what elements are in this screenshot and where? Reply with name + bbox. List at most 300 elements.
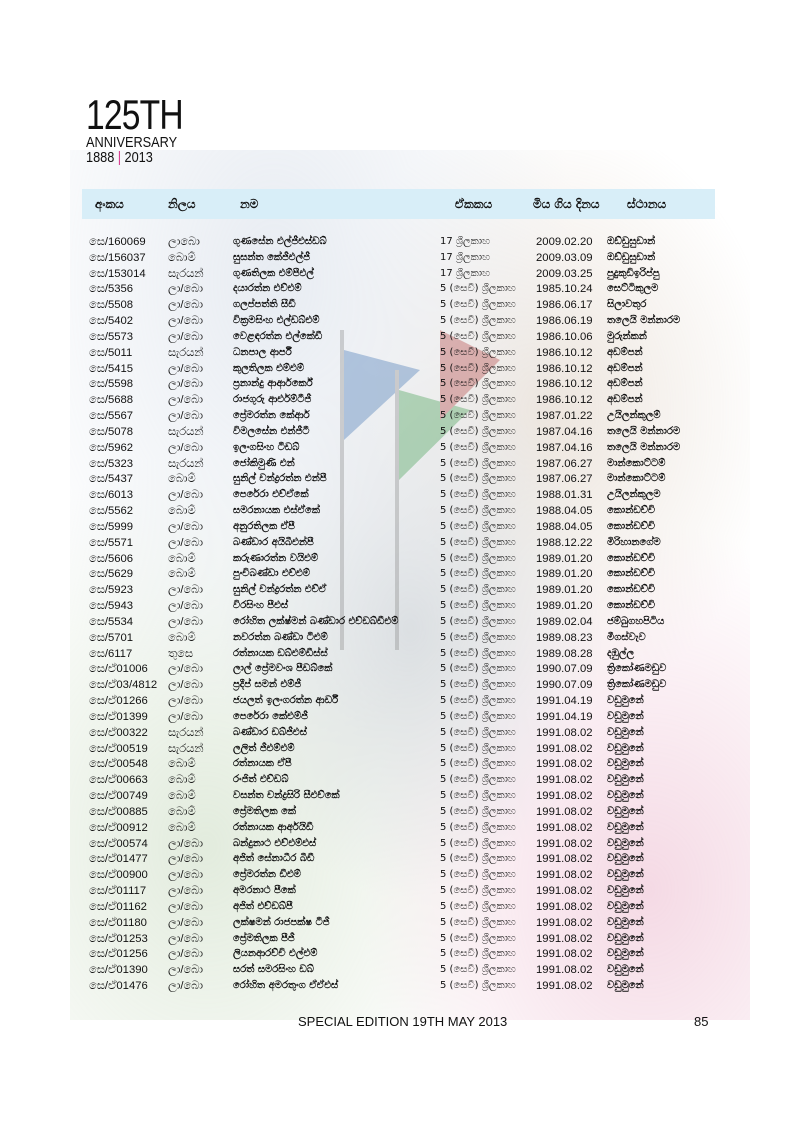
- table-row: [0, 661, 800, 677]
- cell-rank: බොම්: [168, 790, 196, 803]
- cell-name: සුනිල් චන්ද්‍රරත්න එන්පී: [233, 473, 327, 485]
- cell-number: සෙ/5534: [89, 615, 134, 628]
- table-row: [0, 851, 800, 867]
- cell-place: වඩුමුනේ: [607, 742, 644, 754]
- cell-name: සුසන්ත කේජීඑල්ජී: [233, 251, 310, 263]
- table-row: [0, 630, 800, 646]
- table-row: [0, 345, 800, 361]
- cell-unit: 5 (සෙවී) ශ්‍රීලකාහ: [440, 362, 516, 374]
- cell-place: මිරිහානගේම: [607, 536, 661, 548]
- cell-name: ප්‍රනාන්දු ආර්ආර්කේ: [233, 378, 313, 390]
- cell-place: දඹුල්ල: [607, 647, 635, 659]
- anniversary-logo: [86, 91, 226, 166]
- cell-unit: 5 (සෙවී) ශ්‍රීලකාහ: [440, 774, 516, 786]
- cell-place: වඩුමුනේ: [607, 695, 644, 707]
- table-row: [0, 804, 800, 820]
- table-row: [0, 915, 800, 931]
- cell-name: වසන්ත චන්ද්‍රසිරි සීඑච්කේ: [233, 790, 340, 802]
- cell-number: සෙ/5508: [89, 299, 134, 312]
- cell-rank: බොම්: [168, 251, 196, 264]
- cell-number: සෙ/ඒ00548: [89, 758, 148, 771]
- header-place: ස්ථානය: [627, 197, 667, 211]
- cell-name: සරත් සමරසිංහ ඩබ්: [233, 964, 314, 976]
- cell-rank: ලා/බො: [168, 489, 203, 502]
- cell-date: 1991.08.02: [536, 964, 593, 977]
- cell-number: සෙ/ඒ01390: [89, 964, 148, 977]
- cell-number: සෙ/5629: [89, 568, 134, 581]
- table-row: [0, 297, 800, 313]
- cell-place: සෙට්ටිකුලම: [607, 283, 659, 295]
- cell-number: සෙ/5011: [89, 346, 133, 359]
- table-row: [0, 788, 800, 804]
- cell-date: 1989.01.20: [536, 552, 593, 565]
- cell-unit: 5 (සෙවී) ශ්‍රීලකාහ: [440, 710, 516, 722]
- cell-number: සෙ/ඒ00663: [89, 774, 148, 787]
- cell-name: රත්නායක ඩබ්එම්ඩීස්ස්: [233, 647, 328, 659]
- cell-rank: සැරයන්: [168, 726, 204, 739]
- cell-rank: ලා/බො: [168, 315, 203, 328]
- cell-name: විරසිංහ පීඑස්: [233, 600, 289, 612]
- cell-date: 1991.08.02: [536, 758, 593, 771]
- cell-number: සෙ/ඒ03/4812: [89, 679, 158, 692]
- cell-date: 1989.01.20: [536, 600, 593, 613]
- cell-rank: ලා/බො: [168, 362, 203, 375]
- cell-name: ලක්ෂමන් රාජපක්ෂ ටීජී: [233, 916, 330, 928]
- table-row: [0, 677, 800, 693]
- cell-place: අඩම්පන්: [607, 378, 643, 390]
- cell-unit: 5 (සෙවී) ශ්‍රීලකාහ: [440, 916, 516, 928]
- cell-name: රත්නායක ආර්අයිඩී: [233, 821, 314, 833]
- cell-rank: ලා/බො: [168, 536, 203, 549]
- cell-number: සෙ/ඒ01266: [89, 695, 148, 708]
- cell-date: 1989.01.20: [536, 568, 593, 581]
- cell-number: සෙ/6117: [89, 647, 133, 660]
- cell-date: 1987.04.16: [536, 425, 593, 438]
- cell-date: 1987.04.16: [536, 441, 593, 454]
- cell-place: වඩුමුනේ: [607, 980, 644, 991]
- cell-unit: 5 (සෙවී) ශ්‍රීලකාහ: [440, 948, 516, 960]
- table-row: [0, 598, 800, 614]
- cell-unit: 5 (සෙවී) ශ්‍රීලකාහ: [440, 473, 516, 485]
- table-row: [0, 836, 800, 852]
- cell-date: 1988.01.31: [536, 489, 593, 502]
- cell-rank: ලා/බො: [168, 853, 203, 866]
- cell-rank: ලා/බො: [168, 964, 203, 977]
- cell-date: 1985.10.24: [536, 283, 593, 296]
- cell-date: 1989.08.23: [536, 631, 593, 644]
- cell-rank: බොම්: [168, 552, 196, 565]
- cell-place: වඩුමුනේ: [607, 710, 644, 722]
- cell-number: සෙ/153014: [89, 267, 146, 280]
- cell-unit: 5 (සෙවී) ශ්‍රීලකාහ: [440, 505, 516, 517]
- cell-name: ඉලංගසිංහ ටීඩබ්: [233, 441, 300, 453]
- cell-place: වඩුමුනේ: [607, 916, 644, 928]
- cell-date: 1986.06.19: [536, 315, 593, 328]
- cell-name: අජිත් එච්ඩබ්පී: [233, 900, 293, 912]
- cell-unit: 5 (සෙවී) ශ්‍රීලකාහ: [440, 869, 516, 881]
- cell-unit: 5 (සෙවී) ශ්‍රීලකාහ: [440, 758, 516, 770]
- footer-page-number: 85: [694, 1014, 709, 1029]
- cell-number: සෙ/5567: [89, 410, 134, 423]
- cell-name: ජයලත් ඉලංගරත්න ආර්ඩී: [233, 695, 339, 707]
- cell-name: රෝහිත අමරතුංග ඒඒඑස්: [233, 980, 339, 991]
- cell-place: වඩුමුනේ: [607, 964, 644, 976]
- header-rank: නිලය: [168, 197, 196, 211]
- cell-unit: 5 (සෙවී) ශ්‍රීලකාහ: [440, 584, 516, 596]
- table-row: [0, 962, 800, 978]
- cell-place: වඩුමුනේ: [607, 805, 644, 817]
- table-row: [0, 313, 800, 329]
- cell-name: රාජගුරු ආර්එම්ටීජී: [233, 394, 312, 406]
- cell-rank: සැරයන්: [168, 346, 204, 359]
- cell-unit: 5 (සෙවී) ශ්‍රීලකාහ: [440, 346, 516, 358]
- cell-place: මුරුන්කන්: [607, 330, 647, 342]
- cell-name: බණ්ඩාර අයිබීඑන්පී: [233, 536, 314, 548]
- cell-rank: බොම්: [168, 631, 196, 644]
- cell-date: 2009.03.09: [536, 251, 593, 264]
- table-row: [0, 234, 800, 250]
- table-row: [0, 503, 800, 519]
- cell-number: සෙ/5078: [89, 425, 134, 438]
- cell-date: 1986.10.12: [536, 362, 593, 375]
- table-row: [0, 646, 800, 662]
- logo-years: [86, 150, 205, 166]
- cell-number: සෙ/5923: [89, 584, 134, 597]
- cell-rank: බොම්: [168, 758, 196, 771]
- cell-place: වඩුමුනේ: [607, 837, 644, 849]
- cell-name: ජෝකිමුණි එන්: [233, 457, 295, 469]
- cell-unit: 17 ශ්‍රීලකාහ: [440, 251, 490, 263]
- cell-place: කොන්ඩච්චි: [607, 505, 656, 517]
- table-row: [0, 709, 800, 725]
- cell-unit: 5 (සෙවී) ශ්‍රීලකාහ: [440, 457, 516, 469]
- cell-name: විමලසේන එන්ජීටී: [233, 425, 310, 437]
- table-row: [0, 756, 800, 772]
- cell-date: 1988.04.05: [536, 505, 593, 518]
- cell-place: උයිලන්කුලම: [607, 489, 661, 501]
- table-row: [0, 376, 800, 392]
- cell-unit: 5 (සෙවී) ශ්‍රීලකාහ: [440, 615, 516, 627]
- cell-name: ලියනආරච්චි එල්එම්: [233, 948, 318, 960]
- table-row: [0, 582, 800, 598]
- cell-unit: 5 (සෙවී) ශ්‍රීලකාහ: [440, 932, 516, 944]
- cell-rank: ලා/බො: [168, 441, 203, 454]
- cell-place: අඩම්පන්: [607, 346, 643, 358]
- cell-date: 1986.10.12: [536, 346, 593, 359]
- cell-unit: 17 ශ්‍රීලකාහ: [440, 236, 490, 247]
- cell-number: සෙ/5999: [89, 520, 134, 533]
- table-row: [0, 566, 800, 582]
- header-unit: ඒකකය: [455, 197, 493, 211]
- cell-unit: 5 (සෙවී) ශ්‍රීලකාහ: [440, 647, 516, 659]
- cell-name: ගලප්පත්ති සීඩී: [233, 299, 296, 311]
- cell-unit: 5 (සෙවී) ශ්‍රීලකාහ: [440, 837, 516, 849]
- cell-date: 1991.08.02: [536, 885, 593, 898]
- cell-date: 1991.08.02: [536, 900, 593, 913]
- cell-number: සෙ/5606: [89, 552, 134, 565]
- cell-unit: 5 (සෙවී) ශ්‍රීලකාහ: [440, 520, 516, 532]
- cell-rank: ලා/බො: [168, 710, 203, 723]
- cell-unit: 5 (සෙවී) ශ්‍රීලකාහ: [440, 742, 516, 754]
- cell-date: 1991.08.02: [536, 853, 593, 866]
- cell-rank: ලා/බො: [168, 330, 203, 343]
- cell-rank: ලා/බො: [168, 520, 203, 533]
- cell-date: 1986.06.17: [536, 299, 593, 312]
- cell-rank: ලා/බො: [168, 885, 203, 898]
- cell-place: ඔඩ්ඩුසුඩාන්: [607, 251, 656, 263]
- table-row: [0, 329, 800, 345]
- cell-number: සෙ/ඒ01117: [89, 885, 147, 898]
- cell-place: ත්‍රිකෝණමඩුව: [607, 663, 667, 675]
- cell-unit: 5 (සෙවී) ශ්‍රීලකාහ: [440, 378, 516, 390]
- cell-place: කොන්ඩච්චි: [607, 584, 656, 596]
- cell-rank: ලා/බො: [168, 378, 203, 391]
- cell-name: ගුණතිලක එම්පීඑල්: [233, 267, 314, 279]
- table-row: [0, 693, 800, 709]
- table-row: [0, 551, 800, 567]
- cell-number: සෙ/5323: [89, 457, 134, 470]
- cell-date: 1988.12.22: [536, 536, 593, 549]
- cell-name: සමරනායක එස්ඒකේ: [233, 505, 320, 517]
- cell-name: රෝහිත ලක්ෂ්මන් බණ්ඩාර එච්ඩබ්ඩීඑම්: [233, 615, 399, 627]
- cell-date: 1988.04.05: [536, 520, 593, 533]
- cell-unit: 5 (සෙවී) ශ්‍රීලකාහ: [440, 726, 516, 738]
- table-row: [0, 424, 800, 440]
- table-row: [0, 361, 800, 377]
- cell-date: 1991.08.02: [536, 774, 593, 787]
- cell-number: සෙ/ඒ01006: [89, 663, 148, 676]
- cell-name: බන්දුනාථ එච්එම්එස්: [233, 837, 317, 849]
- table-row: [0, 456, 800, 472]
- cell-unit: 5 (සෙවී) ශ්‍රීලකාහ: [440, 885, 516, 897]
- cell-unit: 5 (සෙවී) ශ්‍රීලකාහ: [440, 299, 516, 311]
- table-row: [0, 535, 800, 551]
- table-row: [0, 772, 800, 788]
- cell-number: සෙ/156037: [89, 251, 146, 264]
- cell-place: මාන්කොට්ටම්: [607, 457, 666, 469]
- cell-rank: සැරයන්: [168, 457, 204, 470]
- cell-number: සෙ/ඒ00885: [89, 805, 148, 818]
- cell-rank: ලා/බො: [168, 584, 203, 597]
- header-name: නම: [240, 197, 259, 211]
- cell-unit: 5 (සෙවී) ශ්‍රීලකාහ: [440, 964, 516, 976]
- cell-number: සෙ/5962: [89, 441, 134, 454]
- cell-place: කොන්ඩච්චි: [607, 568, 656, 580]
- logo-year-start: 1888: [86, 149, 115, 166]
- table-row: [0, 408, 800, 424]
- cell-rank: ලා/බො: [168, 916, 203, 929]
- cell-date: 1991.08.02: [536, 948, 593, 961]
- cell-number: සෙ/ඒ00574: [89, 837, 148, 850]
- cell-date: 2009.03.25: [536, 267, 593, 280]
- cell-place: පුදුකුඩිඉරිප්පු: [607, 267, 660, 279]
- cell-name: සුනිල් චන්ද්‍රරත්න එච්ඒ: [233, 584, 327, 596]
- cell-place: වඩුමුනේ: [607, 774, 644, 786]
- table-row: [0, 250, 800, 266]
- cell-place: අඩම්පන්: [607, 394, 643, 406]
- cell-name: රත්නායක ඒපී: [233, 758, 292, 770]
- cell-place: ඔඩ්ඩුසුඩාන්: [607, 236, 656, 247]
- cell-number: සෙ/ඒ01256: [89, 948, 148, 961]
- cell-rank: ලා/බො: [168, 900, 203, 913]
- cell-unit: 5 (සෙවී) ශ්‍රීලකාහ: [440, 679, 516, 691]
- cell-place: කොන්ඩච්චි: [607, 552, 656, 564]
- cell-name: කුලතිලක එම්එම්: [233, 362, 305, 374]
- cell-rank: සැරයන්: [168, 742, 204, 755]
- header-date-of-death: මිය ගිය දිනය: [533, 197, 600, 211]
- cell-name: බණ්ඩාර ඩබ්ජීඑස්: [233, 726, 307, 738]
- cell-name: පෙරේරා එච්ඒකේ: [233, 489, 309, 501]
- table-row: [0, 487, 800, 503]
- cell-rank: ලා/බො: [168, 663, 203, 676]
- table-row: [0, 741, 800, 757]
- cell-unit: 5 (සෙවී) ශ්‍රීලකාහ: [440, 441, 516, 453]
- cell-place: කොන්ඩච්චි: [607, 520, 656, 532]
- cell-name: ගුණසේන එල්ජීඑස්ඩබ්: [233, 236, 327, 247]
- cell-unit: 5 (සෙවී) ශ්‍රීලකාහ: [440, 552, 516, 564]
- cell-unit: 5 (සෙවී) ශ්‍රීලකාහ: [440, 631, 516, 643]
- cell-unit: 5 (සෙවී) ශ්‍රීලකාහ: [440, 805, 516, 817]
- cell-date: 1986.10.06: [536, 330, 593, 343]
- cell-date: 1989.01.20: [536, 584, 593, 597]
- cell-name: පුංචිබණ්ඩා එච්එම්: [233, 568, 310, 580]
- cell-number: සෙ/5562: [89, 505, 134, 518]
- cell-rank: බොම්: [168, 505, 196, 518]
- cell-rank: ලා/බො: [168, 299, 203, 312]
- cell-place: මීගස්වැව: [607, 631, 646, 643]
- cell-name: ප්‍රේමතිලක පීජී: [233, 932, 295, 944]
- cell-place: කොන්ඩච්චි: [607, 600, 656, 612]
- cell-name: කරුණාරත්න වයිඑම්: [233, 552, 319, 564]
- cell-unit: 5 (සෙවී) ශ්‍රීලකාහ: [440, 536, 516, 548]
- cell-rank: බොම්: [168, 774, 196, 787]
- cell-rank: බොම්: [168, 805, 196, 818]
- cell-date: 1991.08.02: [536, 790, 593, 803]
- cell-rank: බොම්: [168, 568, 196, 581]
- table-row: [0, 519, 800, 535]
- cell-unit: 5 (සෙවී) ශ්‍රීලකාහ: [440, 821, 516, 833]
- table-row: [0, 931, 800, 947]
- logo-year-end: 2013: [124, 149, 153, 166]
- table-row: [0, 883, 800, 899]
- cell-unit: 5 (සෙවී) ශ්‍රීලකාහ: [440, 663, 516, 675]
- cell-unit: 5 (සෙවී) ශ්‍රීලකාහ: [440, 394, 516, 406]
- cell-unit: 5 (සෙවී) ශ්‍රීලකාහ: [440, 489, 516, 501]
- cell-rank: බොම්: [168, 821, 196, 834]
- cell-number: සෙ/ඒ00519: [89, 742, 148, 755]
- cell-date: 1987.06.27: [536, 473, 593, 486]
- cell-place: සිලාවතුර: [607, 299, 647, 311]
- table-row: [0, 281, 800, 297]
- cell-name: ප්‍රදීප් සමන් එම්ජී: [233, 679, 302, 691]
- cell-date: 1991.08.02: [536, 837, 593, 850]
- cell-place: අඩම්පන්: [607, 362, 643, 374]
- cell-rank: ලා/බො: [168, 679, 203, 692]
- cell-number: සෙ/ඒ00900: [89, 869, 148, 882]
- cell-date: 1991.08.02: [536, 742, 593, 755]
- cell-place: වඩුමුනේ: [607, 948, 644, 960]
- cell-number: සෙ/ඒ01253: [89, 932, 148, 945]
- cell-number: සෙ/ඒ01476: [89, 980, 148, 992]
- logo-year-separator: |: [117, 149, 122, 166]
- cell-unit: 5 (සෙවී) ශ්‍රීලකාහ: [440, 695, 516, 707]
- table-row: [0, 725, 800, 741]
- cell-name: දයාරත්න එච්එම්: [233, 283, 302, 295]
- cell-number: සෙ/ඒ01162: [89, 900, 147, 913]
- cell-rank: සැරයන්: [168, 267, 204, 280]
- cell-number: සෙ/ඒ00322: [89, 726, 148, 739]
- cell-rank: ලා/බො: [168, 980, 203, 992]
- cell-number: සෙ/5356: [89, 283, 134, 296]
- cell-place: මාන්කොට්ටම්: [607, 473, 666, 485]
- cell-place: වඩුමුනේ: [607, 869, 644, 881]
- cell-number: සෙ/5701: [89, 631, 134, 644]
- cell-name: පෙරේරා කේඑම්ජී: [233, 710, 308, 722]
- cell-unit: 5 (සෙවී) ශ්‍රීලකාහ: [440, 980, 516, 991]
- cell-place: තලෙයි මන්නාරම: [607, 425, 681, 437]
- footer-edition: SPECIAL EDITION 19TH MAY 2013: [298, 1014, 508, 1029]
- cell-number: සෙ/5598: [89, 378, 134, 391]
- table-row: [0, 392, 800, 408]
- cell-name: ප්‍රේමතිලක කේ: [233, 805, 297, 817]
- cell-unit: 5 (සෙවී) ශ්‍රීලකාහ: [440, 425, 516, 437]
- cell-unit: 5 (සෙවී) ශ්‍රීලකාහ: [440, 283, 516, 295]
- cell-number: සෙ/ඒ00749: [89, 790, 148, 803]
- cell-date: 1991.04.19: [536, 695, 593, 708]
- cell-date: 1990.07.09: [536, 679, 593, 692]
- header-number: අංකය: [95, 197, 124, 211]
- table-row: [0, 946, 800, 962]
- cell-rank: බොම්: [168, 473, 196, 486]
- logo-125th: 125TH: [86, 91, 183, 138]
- cell-name: ධනපාල ආර්පී: [233, 346, 292, 358]
- cell-date: 1989.02.04: [536, 615, 593, 628]
- cell-place: ජම්බුගහපිටිය: [607, 615, 665, 627]
- cell-place: ත්‍රිකෝණමඩුව: [607, 679, 667, 691]
- cell-date: 1991.08.02: [536, 805, 593, 818]
- cell-unit: 5 (සෙවී) ශ්‍රීලකාහ: [440, 900, 516, 912]
- table-row: [0, 440, 800, 456]
- cell-unit: 5 (සෙවී) ශ්‍රීලකාහ: [440, 410, 516, 422]
- cell-name: වික්‍රමසිංහ එල්ඩබ්එම්: [233, 315, 320, 327]
- cell-place: වඩුමුනේ: [607, 885, 644, 897]
- cell-date: 2009.02.20: [536, 236, 593, 248]
- cell-name: ප්‍රේමරත්න ඩීඑම්: [233, 869, 301, 881]
- cell-number: සෙ/5688: [89, 394, 134, 407]
- cell-date: 1986.10.12: [536, 378, 593, 391]
- cell-rank: ලා/බො: [168, 600, 203, 613]
- cell-rank: ලා/බො: [168, 932, 203, 945]
- cell-place: උයිලන්කුලම්: [607, 410, 661, 422]
- cell-rank: ලා/බො: [168, 948, 203, 961]
- cell-date: 1987.06.27: [536, 457, 593, 470]
- cell-place: වඩුමුනේ: [607, 726, 644, 738]
- cell-date: 1991.08.02: [536, 821, 593, 834]
- cell-rank: ලා/බො: [168, 410, 203, 423]
- cell-number: සෙ/5437: [89, 473, 134, 486]
- cell-place: වඩුමුනේ: [607, 900, 644, 912]
- cell-name: අනුරතිලක ඒපී: [233, 520, 295, 532]
- logo-anniversary: ANNIVERSARY: [86, 134, 178, 151]
- cell-date: 1991.08.02: [536, 726, 593, 739]
- cell-place: වඩුමුනේ: [607, 758, 644, 770]
- cell-date: 1991.04.19: [536, 710, 593, 723]
- cell-name: නවරත්න බණ්ඩා ටීඑම්: [233, 631, 328, 643]
- cell-unit: 5 (සෙවී) ශ්‍රීලකාහ: [440, 790, 516, 802]
- cell-number: සෙ/5402: [89, 315, 134, 328]
- cell-date: 1991.08.02: [536, 869, 593, 882]
- cell-rank: තුසෙ: [168, 647, 193, 660]
